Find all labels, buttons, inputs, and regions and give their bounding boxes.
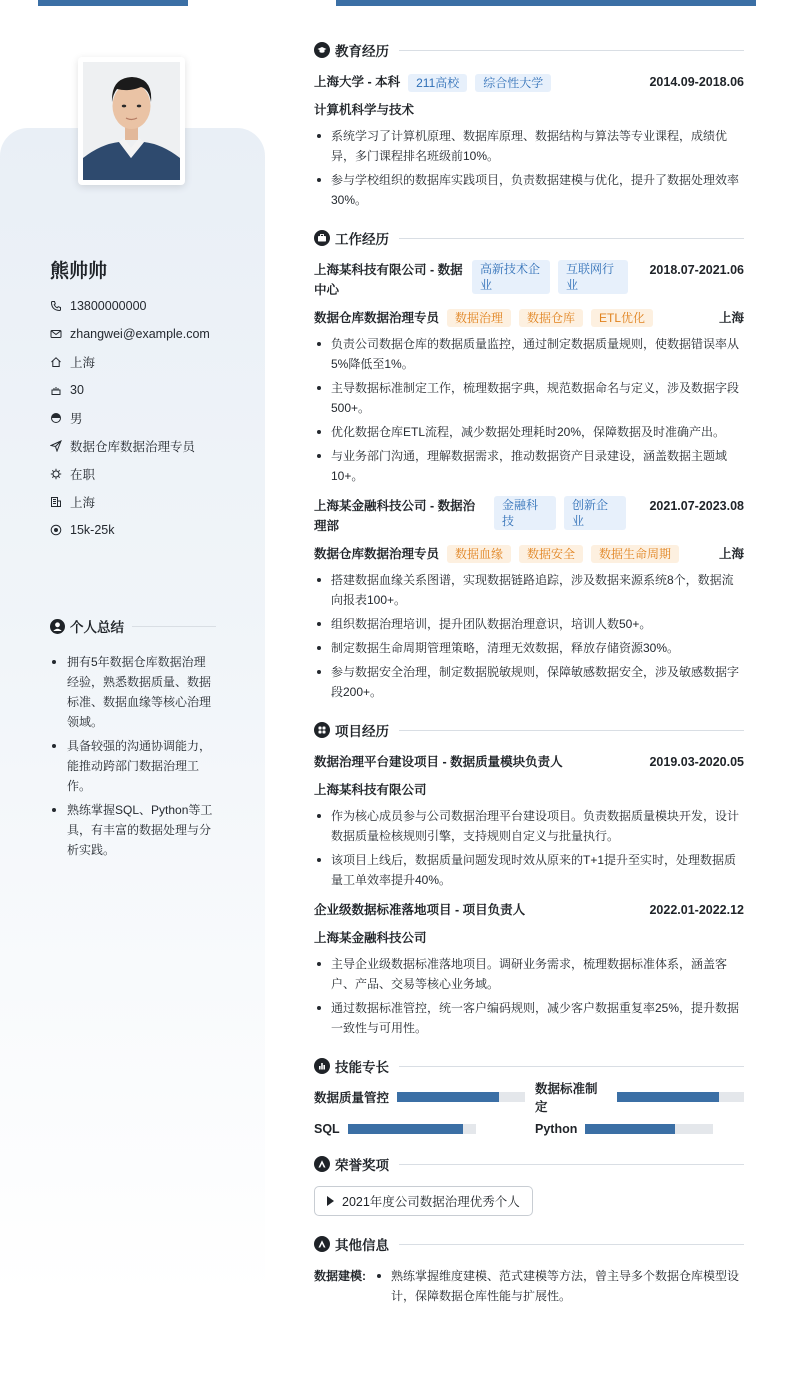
award-icon — [314, 1156, 330, 1172]
home-icon — [50, 356, 62, 368]
skill-bar — [617, 1092, 744, 1102]
user-icon — [50, 619, 65, 634]
role-text: 数据仓库数据治理专员 — [314, 311, 440, 325]
job-role — [314, 544, 744, 564]
work-header — [314, 226, 744, 250]
top-accent-bar-right — [336, 0, 756, 6]
skill-tag: 数据仓库 — [519, 309, 583, 327]
contact-text: 上海 — [70, 356, 96, 370]
company-tag: 互联网行业 — [558, 260, 628, 294]
school-name: 上海大学 - 本科 — [314, 75, 401, 89]
contact-list — [50, 292, 210, 544]
bullet-item: 系统学习了计算机原理、数据库原理、数据结构与算法等专业课程，成绩优异，多门课程排名班级前10%。 — [314, 126, 744, 166]
contact-text: 30 — [70, 383, 84, 397]
skill-item — [535, 1082, 744, 1114]
bullet-item: 该项目上线后，数据质量问题发现时效从原来的T+1提升至实时，处理数据质量工单效率提升40%。 — [314, 850, 744, 890]
skill-fill — [617, 1092, 718, 1102]
education-entry — [314, 72, 744, 92]
contact-position — [50, 432, 210, 460]
building-icon — [50, 496, 62, 508]
award-item[interactable] — [314, 1186, 533, 1216]
main-content — [314, 38, 744, 1306]
skills-title: 技能专长 — [335, 1060, 389, 1075]
skills-header — [314, 1054, 744, 1078]
job-role — [314, 308, 744, 328]
project-entry — [314, 900, 744, 920]
summary-list — [50, 652, 216, 864]
other-key: 数据建模: — [314, 1269, 366, 1283]
education-bullets — [314, 126, 744, 210]
org-text: 上海某科技有限公司 — [314, 783, 427, 797]
skill-name: SQL — [314, 1122, 340, 1136]
skill-item — [314, 1088, 535, 1106]
project-date: 2022.01-2022.12 — [649, 903, 744, 917]
bullet-item: 负责公司数据仓库的数据质量监控，通过制定数据质量规则，使数据错误率从5%降低至1%。 — [314, 334, 744, 374]
company-tag: 创新企业 — [564, 496, 626, 530]
major-text: 计算机科学与技术 — [314, 103, 415, 117]
job-bullets — [314, 334, 744, 486]
salary-icon — [50, 524, 62, 536]
work-title: 工作经历 — [335, 232, 389, 247]
contact-text: zhangwei@example.com — [70, 327, 210, 341]
skill-item — [314, 1120, 535, 1138]
contact-city — [50, 488, 210, 516]
job-date: 2018.07-2021.06 — [649, 263, 744, 277]
project-name: 数据治理平台建设项目 - 数据质量模块负责人 — [314, 755, 563, 769]
contact-email — [50, 320, 210, 348]
school-tag: 综合性大学 — [475, 74, 551, 92]
play-icon — [327, 1196, 334, 1206]
skill-tag: 数据治理 — [447, 309, 511, 327]
project-bullets — [314, 806, 744, 890]
project-date: 2019.03-2020.05 — [649, 755, 744, 769]
briefcase-icon — [314, 230, 330, 246]
contact-text: 13800000000 — [70, 299, 147, 313]
projects-title: 项目经历 — [335, 724, 389, 739]
bullet-item: 参与学校组织的数据库实践项目，负责数据建模与优化，提升了数据处理效率30%。 — [314, 170, 744, 210]
summary-item: 熟练掌握SQL、Python等工具，有丰富的数据处理与分析实践。 — [50, 800, 216, 860]
contact-phone — [50, 292, 210, 320]
other-item — [314, 1266, 744, 1306]
info-icon — [314, 1236, 330, 1252]
gender-icon — [50, 412, 62, 424]
bullet-item: 主导企业级数据标准落地项目。调研业务需求，梳理数据标准体系，涵盖客户、产品、交易等核心业务域。 — [314, 954, 744, 994]
bullet-item: 参与数据安全治理，制定数据脱敏规则，保障敏感数据安全，涉及敏感数据字段200+。 — [314, 662, 744, 702]
skill-tag: 数据血缘 — [447, 545, 511, 563]
bullet-item: 搭建数据血缘关系图谱，实现数据链路追踪，涉及数据来源系统8个，数据流向报表100+。 — [314, 570, 744, 610]
other-value: 熟练掌握维度建模、范式建模等方法，曾主导多个数据仓库模型设计，保障数据仓库性能与扩展性。 — [374, 1266, 744, 1306]
skill-bar — [397, 1092, 525, 1102]
award-text: 2021年度公司数据治理优秀个人 — [342, 1195, 520, 1209]
portrait-photo — [83, 62, 180, 180]
project-org — [314, 928, 744, 948]
contact-status — [50, 460, 210, 488]
job-entry — [314, 260, 744, 300]
graduation-cap-icon — [314, 42, 330, 58]
company-tag: 金融科技 — [494, 496, 556, 530]
bar-chart-icon — [314, 1058, 330, 1074]
skill-tag: 数据生命周期 — [591, 545, 679, 563]
contact-gender — [50, 404, 210, 432]
bullet-item: 优化数据仓库ETL流程，减少数据处理耗时20%，保障数据及时准确产出。 — [314, 422, 744, 442]
project-org — [314, 780, 744, 800]
job-date: 2021.07-2023.08 — [649, 499, 744, 513]
summary-title: 个人总结 — [70, 620, 124, 635]
grid-icon — [314, 722, 330, 738]
divider — [399, 1244, 744, 1245]
company-name: 上海某金融科技公司 - 数据治理部 — [314, 499, 476, 533]
contact-text: 男 — [70, 412, 83, 426]
bullet-item: 制定数据生命周期管理策略，清理无效数据，释放存储资源30%。 — [314, 638, 744, 658]
divider — [132, 626, 216, 627]
phone-icon — [50, 300, 62, 312]
mail-icon — [50, 328, 62, 340]
contact-home — [50, 348, 210, 376]
summary-item: 具备较强的沟通协调能力，能推动跨部门数据治理工作。 — [50, 736, 216, 796]
awards-title: 荣誉奖项 — [335, 1158, 389, 1173]
top-accent-bar-left — [38, 0, 188, 6]
send-icon — [50, 440, 62, 452]
skill-name: 数据标准制定 — [535, 1082, 598, 1114]
skill-fill — [348, 1124, 463, 1134]
divider — [399, 1164, 744, 1165]
skill-bar — [348, 1124, 476, 1134]
project-entry — [314, 752, 744, 772]
divider — [399, 1066, 744, 1067]
job-city: 上海 — [718, 547, 744, 561]
job-bullets — [314, 570, 744, 702]
education-date: 2014.09-2018.06 — [649, 75, 744, 89]
skills-grid — [314, 1082, 744, 1138]
contact-text: 15k-25k — [70, 523, 115, 537]
project-bullets — [314, 954, 744, 1038]
contact-text: 上海 — [70, 496, 96, 510]
divider — [399, 238, 744, 239]
skill-name: 数据质量管控 — [314, 1091, 390, 1105]
skill-tag: 数据安全 — [519, 545, 583, 563]
job-city: 上海 — [718, 311, 744, 325]
projects-header — [314, 718, 744, 742]
bullet-item: 通过数据标准管控，统一客户编码规则，减少客户数据重复率25%，提升数据一致性与可用性。 — [314, 998, 744, 1038]
skill-fill — [397, 1092, 499, 1102]
job-entry — [314, 496, 744, 536]
company-tag: 高新技术企业 — [472, 260, 550, 294]
other-title: 其他信息 — [335, 1238, 389, 1253]
company-name: 上海某科技有限公司 - 数据中心 — [314, 263, 463, 297]
divider — [399, 50, 744, 51]
awards-header — [314, 1152, 744, 1176]
skill-item — [535, 1120, 744, 1138]
summary-header — [50, 616, 216, 636]
role-text: 数据仓库数据治理专员 — [314, 547, 440, 561]
education-title: 教育经历 — [335, 44, 389, 59]
project-name: 企业级数据标准落地项目 - 项目负责人 — [314, 903, 526, 917]
skill-bar — [585, 1124, 713, 1134]
org-text: 上海某金融科技公司 — [314, 931, 427, 945]
contact-text: 在职 — [70, 468, 96, 482]
divider — [399, 730, 744, 731]
skill-tag: ETL优化 — [591, 309, 653, 327]
contact-salary — [50, 516, 210, 544]
education-header — [314, 38, 744, 62]
contact-text: 数据仓库数据治理专员 — [70, 440, 196, 454]
contact-age — [50, 376, 210, 404]
summary-item: 拥有5年数据仓库数据治理经验，熟悉数据质量、数据标准、数据血缘等核心治理领域。 — [50, 652, 216, 732]
bullet-item: 与业务部门沟通，理解数据需求，推动数据资产目录建设，涵盖数据主题域10+。 — [314, 446, 744, 486]
major — [314, 100, 744, 120]
candidate-name: 熊帅帅 — [50, 261, 108, 282]
status-icon — [50, 468, 62, 480]
age-icon — [50, 384, 62, 396]
other-header — [314, 1232, 744, 1256]
bullet-item: 组织数据治理培训，提升团队数据治理意识，培训人数50+。 — [314, 614, 744, 634]
skill-fill — [585, 1124, 675, 1134]
skill-name: Python — [535, 1122, 578, 1136]
school-tag: 211高校 — [408, 74, 467, 92]
avatar — [78, 57, 185, 185]
bullet-item: 主导数据标准制定工作，梳理数据字典，规范数据命名与定义，涉及数据字段500+。 — [314, 378, 744, 418]
bullet-item: 作为核心成员参与公司数据治理平台建设项目。负责数据质量模块开发，设计数据质量检核规则引擎，支持规则自定义与批量执行。 — [314, 806, 744, 846]
